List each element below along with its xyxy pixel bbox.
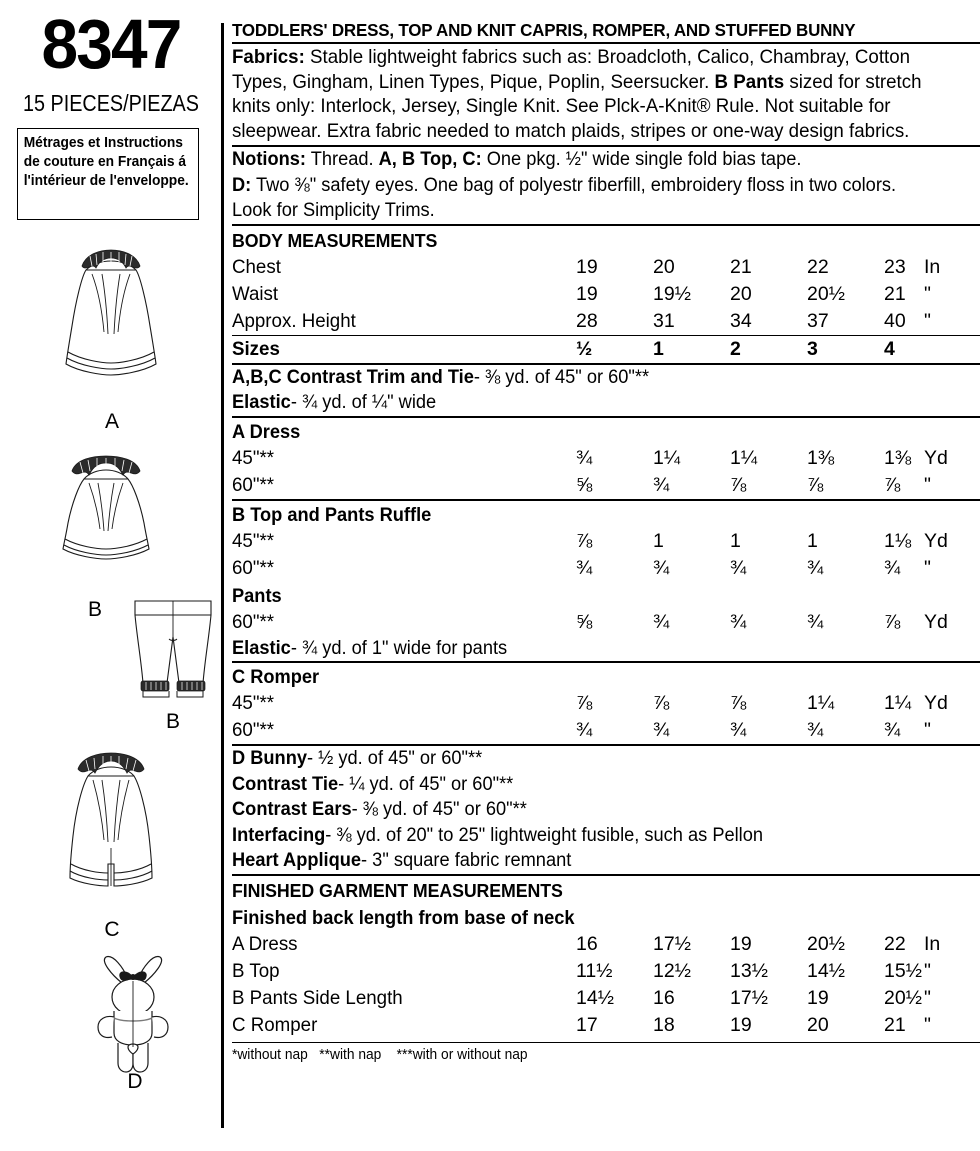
table-row xyxy=(232,445,980,472)
row-value: 1⅜ xyxy=(807,446,835,469)
row-unit: " xyxy=(924,959,931,982)
row-value: 14½ xyxy=(807,959,845,982)
size-value: 3 xyxy=(807,337,818,360)
row-value: 1¼ xyxy=(807,692,835,714)
table-row xyxy=(232,254,980,281)
row-value: ⅞ xyxy=(807,473,824,496)
table-row xyxy=(232,555,980,582)
view-a-label: A xyxy=(104,410,119,433)
row-unit: Yd xyxy=(924,529,948,552)
size-value: ½ xyxy=(576,337,593,360)
table-row xyxy=(232,472,980,499)
row-label: 60"** xyxy=(232,473,275,496)
row-value: 37 xyxy=(807,309,829,332)
row-value: 14½ xyxy=(576,986,614,1009)
row-label: 45"** xyxy=(232,446,275,469)
row-unit: In xyxy=(924,932,941,955)
fabrics-label: Fabrics: xyxy=(232,46,305,68)
notions-thread: Thread. xyxy=(305,149,379,170)
row-unit: Yd xyxy=(924,692,948,714)
row-value: 16 xyxy=(653,986,675,1009)
table-row xyxy=(232,281,980,308)
row-unit: " xyxy=(924,1013,931,1036)
row-value: ¾ xyxy=(730,719,747,741)
notions-bias-tape: One pkg. ½" wide single fold bias tape. xyxy=(481,149,802,170)
row-unit: " xyxy=(924,473,931,496)
pattern-info-panel xyxy=(232,0,980,1151)
view-b-top-illustration xyxy=(46,455,166,580)
fabrics-bold-b-pants: B Pants xyxy=(714,70,785,93)
row-value: ⅞ xyxy=(884,473,901,496)
row-value: ⅞ xyxy=(884,610,901,633)
page-title: 8347 xyxy=(41,5,181,83)
fabrics-text-1: Stable lightweight fabrics such as: Broadcloth, Calico, Chambray, Cotton Types, Gingham, Linen Types, Pique, Poplin, Seersucker. xyxy=(232,46,911,93)
nap-footnote: *without nap **with nap ***with or without nap xyxy=(232,1046,528,1063)
row-value: 21 xyxy=(884,1013,906,1036)
row-value: 19 xyxy=(576,282,598,305)
d-bunny-label: D Bunny xyxy=(232,748,307,769)
row-label: 60"** xyxy=(232,610,275,633)
row-value: 21 xyxy=(730,255,752,278)
contrast-ears-label: Contrast Ears xyxy=(232,799,352,820)
row-value: ¾ xyxy=(807,610,824,633)
table-row xyxy=(232,690,980,717)
row-unit: Yd xyxy=(924,610,948,633)
row-value: ¾ xyxy=(807,719,824,741)
row-value: ¾ xyxy=(653,719,670,741)
table-row xyxy=(232,717,980,744)
row-unit: Yd xyxy=(924,446,948,469)
row-value: ¾ xyxy=(807,556,824,579)
elastic-note xyxy=(232,390,950,416)
view-c-romper-illustration xyxy=(46,752,176,907)
b-top-heading: B Top and Pants Ruffle xyxy=(232,504,432,526)
row-value: 23 xyxy=(884,255,906,278)
row-value: ⅞ xyxy=(653,692,670,714)
interfacing-note xyxy=(232,823,950,849)
row-value: 22 xyxy=(884,932,906,955)
a-dress-heading: A Dress xyxy=(232,421,301,443)
contrast-tie-value: - ¼ yd. of 45" or 60"** xyxy=(338,773,514,795)
row-value: ⅞ xyxy=(576,529,593,552)
size-value: 1 xyxy=(653,337,664,360)
row-value: 1⅜ xyxy=(884,446,912,469)
pieces-count-label: 15 PIECES/PIEZAS xyxy=(23,90,199,116)
row-value: 20 xyxy=(730,282,752,305)
row-value: 20 xyxy=(807,1013,829,1036)
notions-label: Notions: xyxy=(232,149,306,170)
row-label: 60"** xyxy=(232,556,275,579)
row-value: 34 xyxy=(730,309,752,332)
row-label: Chest xyxy=(232,255,281,278)
contrast-ears-value: - ⅜ yd. of 45" or 60"** xyxy=(351,799,527,820)
envelope-left-panel xyxy=(0,0,222,1151)
view-d-label: D xyxy=(127,1070,143,1093)
row-value: ¾ xyxy=(730,556,747,579)
row-label: Waist xyxy=(232,282,279,305)
d-bunny-note xyxy=(232,746,950,772)
row-value: 13½ xyxy=(730,959,768,982)
row-value: ⅞ xyxy=(576,692,593,714)
size-value: 4 xyxy=(884,337,895,360)
view-d-bunny-illustration xyxy=(78,955,188,1085)
row-value: ⅞ xyxy=(730,473,747,496)
contrast-tie-label: Contrast Tie xyxy=(232,773,339,795)
interfacing-label: Interfacing xyxy=(232,824,326,846)
contrast-tie-note xyxy=(232,772,950,798)
heart-applique-note xyxy=(232,848,950,874)
row-value: 1¼ xyxy=(730,446,758,469)
notions-view-d-text: Two ⅜" safety eyes. One bag of polyestr fiberfill, embroidery floss in two colors. xyxy=(251,174,897,196)
row-value: ¾ xyxy=(730,610,747,633)
row-value: 19½ xyxy=(653,282,691,305)
row-value: 21 xyxy=(884,282,906,305)
row-value: ¾ xyxy=(653,610,670,633)
row-value: 19 xyxy=(576,255,598,278)
notions-line-2 xyxy=(232,173,950,199)
view-b-capris-label: B xyxy=(165,710,180,733)
row-value: ⅞ xyxy=(730,692,747,714)
row-value: 1⅛ xyxy=(884,529,912,552)
row-value: 17½ xyxy=(653,932,691,955)
table-row xyxy=(232,958,980,985)
table-row xyxy=(232,308,980,335)
french-instructions-box xyxy=(17,128,199,220)
row-label: Approx. Height xyxy=(232,309,356,332)
notions-view-d-label: D: xyxy=(232,174,252,196)
row-value: 1 xyxy=(807,529,818,552)
row-value: ¾ xyxy=(653,473,670,496)
column-divider xyxy=(221,23,224,1128)
row-value: 1 xyxy=(730,529,741,552)
elastic-pants-note xyxy=(232,636,950,662)
contrast-trim-note xyxy=(232,365,950,391)
row-value: 1¼ xyxy=(653,446,681,469)
row-value: 19 xyxy=(730,1013,752,1036)
row-value: ¾ xyxy=(653,556,670,579)
pants-heading: Pants xyxy=(232,585,282,607)
row-value: 11½ xyxy=(576,959,613,982)
notions-line-1 xyxy=(232,147,950,173)
row-unit: " xyxy=(924,719,931,741)
notions-views-abc: A, B Top, C: xyxy=(378,149,482,170)
row-unit: " xyxy=(924,556,931,579)
row-value: 22 xyxy=(807,255,829,278)
row-value: 28 xyxy=(576,309,598,332)
row-value: 20½ xyxy=(807,932,845,955)
table-row xyxy=(232,609,980,636)
row-label: B Top xyxy=(232,959,280,982)
row-value: 1 xyxy=(653,529,664,552)
row-label: C Romper xyxy=(232,1013,318,1036)
sizes-row xyxy=(232,336,980,363)
row-value: 17½ xyxy=(730,986,768,1009)
row-unit: " xyxy=(924,986,931,1009)
view-a-dress-illustration xyxy=(46,248,176,393)
c-romper-heading: C Romper xyxy=(232,667,320,688)
body-measurements-heading: BODY MEASUREMENTS xyxy=(232,229,438,251)
fabrics-text-2: sized for stretch knits only: Interlock, Jersey, Single Knit. See Plck-A-Knit® Rule. Not suitable for sleepwear. Extra fabric needed to match plaids, stripes or one-way design fabrics. xyxy=(232,70,922,142)
elastic-pants-value: - ¾ yd. of 1" wide for pants xyxy=(290,637,508,659)
elastic-pants-label: Elastic xyxy=(232,637,291,659)
contrast-ears-note xyxy=(232,797,950,823)
row-label: B Pants Side Length xyxy=(232,986,403,1009)
view-b-top-label: B xyxy=(87,598,102,621)
row-value: 1¼ xyxy=(884,692,912,714)
row-value: 20½ xyxy=(884,986,922,1009)
sizes-label: Sizes xyxy=(232,337,280,360)
row-label: 45"** xyxy=(232,692,275,714)
row-value: 19 xyxy=(807,986,829,1009)
view-b-capris-illustration xyxy=(123,597,223,717)
pattern-title: TODDLERS' DRESS, TOP AND KNIT CAPRIS, ROMPER, AND STUFFED BUNNY xyxy=(232,20,856,40)
row-value: ¾ xyxy=(884,556,901,579)
row-value: ¾ xyxy=(576,719,593,741)
interfacing-value: - ⅜ yd. of 20" to 25" lightweight fusible, such as Pellon xyxy=(325,824,764,846)
contrast-trim-label: A,B,C Contrast Trim and Tie xyxy=(232,366,474,388)
row-value: ¾ xyxy=(576,556,593,579)
row-value: 17 xyxy=(576,1013,598,1036)
row-value: 12½ xyxy=(653,959,691,982)
row-value: 40 xyxy=(884,309,906,332)
d-bunny-value: - ½ yd. of 45" or 60"** xyxy=(306,748,483,769)
row-value: 31 xyxy=(653,309,675,332)
heart-applique-value: - 3" square fabric remnant xyxy=(361,850,572,871)
row-label: A Dress xyxy=(232,932,298,955)
row-unit: " xyxy=(924,309,931,332)
row-value: ⅝ xyxy=(576,473,593,496)
elastic-value: - ¾ yd. of ¼" wide xyxy=(290,392,437,413)
size-value: 2 xyxy=(730,337,741,360)
finished-measurements-subheading: Finished back length from base of neck xyxy=(232,907,575,929)
french-instructions-text: Métrages et Instructions de couture en Français á l'intérieur de l'enveloppe. xyxy=(23,135,189,189)
row-value: ¾ xyxy=(576,446,593,469)
heart-applique-label: Heart Applique xyxy=(232,850,362,871)
row-value: 16 xyxy=(576,932,598,955)
table-row xyxy=(232,1012,980,1039)
elastic-label: Elastic xyxy=(232,392,291,413)
fabrics-paragraph xyxy=(232,44,950,145)
row-value: ⅝ xyxy=(576,610,593,633)
row-label: 60"** xyxy=(232,719,275,741)
row-value: 20½ xyxy=(807,282,845,305)
row-label: 45"** xyxy=(232,529,275,552)
finished-measurements-heading: FINISHED GARMENT MEASUREMENTS xyxy=(232,879,563,901)
view-c-label: C xyxy=(104,918,120,941)
notions-line-3: Look for Simplicity Trims. xyxy=(232,200,435,221)
table-row xyxy=(232,931,980,958)
row-value: 18 xyxy=(653,1013,675,1036)
row-unit: In xyxy=(924,255,941,278)
row-value: ¾ xyxy=(884,719,901,741)
table-row xyxy=(232,985,980,1012)
contrast-trim-value: - ⅜ yd. of 45" or 60"** xyxy=(473,366,650,388)
row-value: 15½ xyxy=(884,959,922,982)
table-row xyxy=(232,528,980,555)
row-unit: " xyxy=(924,282,931,305)
row-value: 19 xyxy=(730,932,752,955)
row-value: 20 xyxy=(653,255,675,278)
